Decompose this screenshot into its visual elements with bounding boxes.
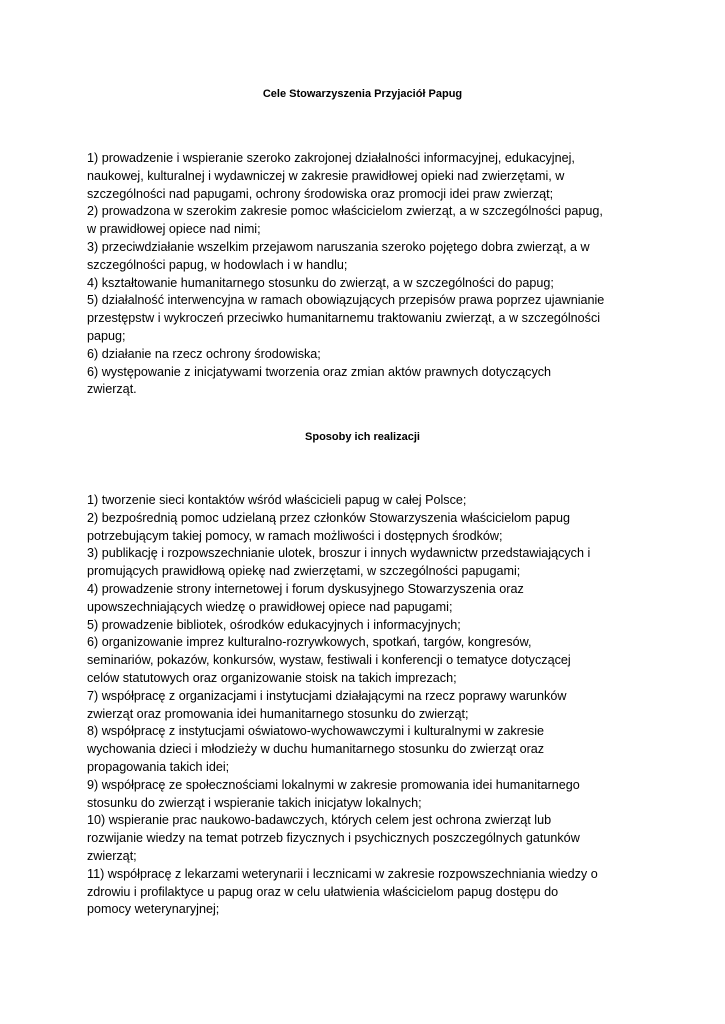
text-line: papug; bbox=[87, 328, 126, 343]
text-line: 2) bezpośrednią pomoc udzielaną przez członków Stowarzyszenia właścicielom papug bbox=[87, 510, 571, 525]
text-line: potrzebującym takiej pomocy, w ramach możliwości i dostępnych środków; bbox=[87, 528, 503, 543]
text-line: 5) działalność interwencyjna w ramach obowiązujących przepisów prawa poprzez ujawnianie bbox=[87, 293, 605, 308]
text-line: 2) prowadzona w szerokim zakresie pomoc właścicielom zwierząt, a w szczególności papug, bbox=[87, 204, 603, 219]
heading-goals: Cele Stowarzyszenia Przyjaciół Papug bbox=[262, 88, 463, 100]
text-line: 7) współpracę z organizacjami i instytucjami działającymi na rzecz poprawy warunków bbox=[87, 688, 567, 703]
text-line: 1) prowadzenie i wspieranie szeroko zakrojonej działalności informacyjnej, edukacyjnej, bbox=[87, 151, 575, 165]
text-line: 8) współpracę z instytucjami oświatowo-wychowawczymi i kulturalnymi w zakresie bbox=[87, 724, 545, 739]
text-line: 4) kształtowanie humanitarnego stosunku do zwierząt, a w szczególności do papug; bbox=[87, 275, 554, 290]
text-line: 6) działanie na rzecz ochrony środowiska; bbox=[87, 346, 321, 361]
text-line: seminariów, pokazów, konkursów, wystaw, festiwali i konferencji o tematyce dotyczącej bbox=[87, 653, 571, 668]
text-line: 1) tworzenie sieci kontaktów wśród właścicieli papug w całej Polsce; bbox=[87, 493, 467, 507]
text-line: 10) wspieranie prac naukowo-badawczych, których celem jest ochrona zwierząt lub bbox=[87, 813, 552, 828]
text-line: 6) organizowanie imprez kulturalno-rozrywkowych, spotkań, targów, kongresów, bbox=[87, 635, 532, 650]
text-line: upowszechniających wiedzę o prawidłowej opiece nad papugami; bbox=[87, 599, 453, 614]
text-line: 3) przeciwdziałanie wszelkim przejawom naruszania szeroko pojętego dobra zwierząt, a w bbox=[87, 239, 590, 254]
text-line: 11) współpracę z lekarzami weterynarii i lecznicami w zakresie rozpowszechniania wiedzy o bbox=[87, 866, 598, 881]
text-line: przestępstw i wykroczeń przeciwko humanitarnemu traktowaniu zwierząt, a w szczególności bbox=[87, 311, 601, 326]
text-line: celów statutowych oraz organizowanie stoisk na takich imprezach; bbox=[87, 670, 457, 685]
text-line: zwierząt oraz promowania idei humanitarnego stosunku do zwierząt; bbox=[87, 706, 469, 721]
text-line: 4) prowadzenie strony internetowej i forum dyskusyjnego Stowarzyszenia oraz bbox=[87, 581, 524, 596]
text-line: rozwijanie wiedzy na temat potrzeb fizycznych i psychicznych poszczególnych gatunków bbox=[87, 831, 580, 846]
text-line: stosunku do zwierząt i wspieranie takich inicjatyw lokalnych; bbox=[87, 795, 422, 810]
text-line: 3) publikację i rozpowszechnianie ulotek, broszur i innych wydawnictw przedstawiających i bbox=[87, 546, 591, 561]
text-line: szczególności nad papugami, ochrony środowiska oraz promocji idei praw zwierząt; bbox=[87, 186, 554, 201]
text-line: zdrowiu i profilaktyce u papug oraz w celu ułatwienia właścicielom papug dostępu do bbox=[87, 884, 559, 899]
text-line: pomocy weterynaryjnej; bbox=[87, 902, 220, 917]
text-line: propagowania takich idei; bbox=[87, 759, 230, 774]
goals-list bbox=[87, 150, 647, 399]
text-line: szczególności papug, w hodowlach i w handlu; bbox=[87, 257, 348, 272]
text-line: w prawidłowej opiece nad nimi; bbox=[87, 222, 261, 237]
methods-list bbox=[87, 492, 647, 919]
text-line: zwierząt; bbox=[87, 848, 137, 863]
text-line: 9) współpracę ze społecznościami lokalnymi w zakresie promowania idei humanitarnego bbox=[87, 777, 580, 792]
heading-methods: Sposoby ich realizacji bbox=[305, 431, 420, 443]
text-line: promujących prawidłową opiekę nad zwierzętami, w szczególności papugami; bbox=[87, 564, 521, 579]
text-line: zwierząt. bbox=[87, 382, 137, 397]
text-line: naukowej, kulturalnej i wydawniczej w zakresie prawidłowej opieki nad zwierzętami, w bbox=[87, 168, 565, 183]
text-line: wychowania dzieci i młodzieży w duchu humanitarnego stosunku do zwierząt oraz bbox=[87, 742, 545, 757]
text-line: 6) występowanie z inicjatywami tworzenia oraz zmian aktów prawnych dotyczących bbox=[87, 364, 552, 379]
text-line: 5) prowadzenie bibliotek, ośrodków edukacyjnych i informacyjnych; bbox=[87, 617, 461, 632]
